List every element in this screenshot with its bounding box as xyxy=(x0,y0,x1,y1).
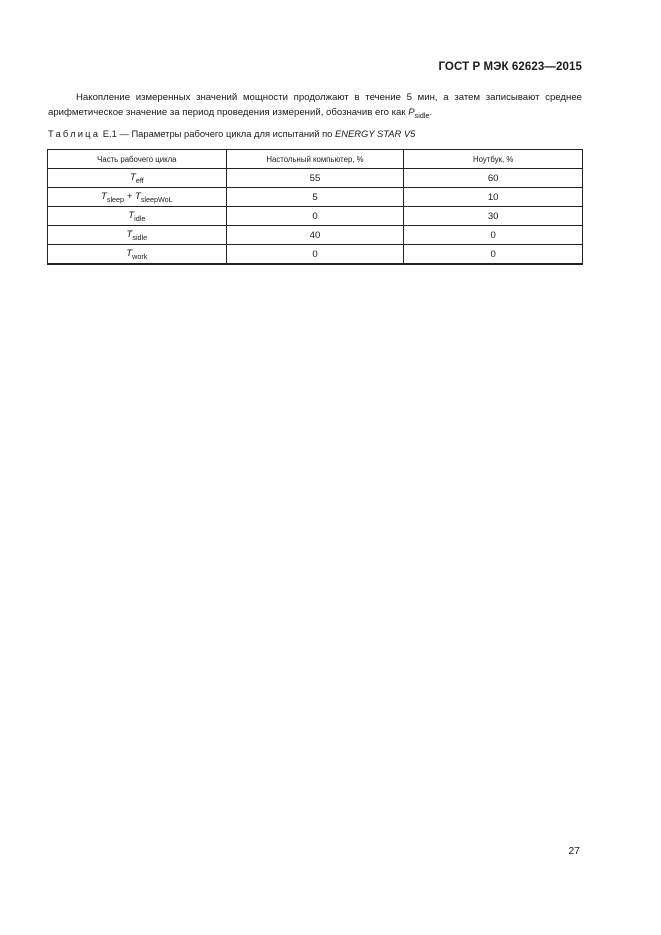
cycle-extra-subscript: sleepWoL xyxy=(140,194,173,204)
table-header-row xyxy=(48,150,583,169)
laptop-value-cell: 0 xyxy=(404,226,583,245)
laptop-value-cell: 60 xyxy=(404,169,583,188)
cycle-symbol-subscript: sidle xyxy=(132,232,148,242)
table-row xyxy=(48,169,583,188)
cycle-part-cell xyxy=(48,188,227,207)
cycle-symbol: T xyxy=(129,171,136,183)
page-number: 27 xyxy=(568,845,580,857)
table-row xyxy=(48,226,583,245)
cycle-part-cell xyxy=(48,226,227,245)
cycle-symbol-subscript: sleep xyxy=(106,194,125,204)
table-row xyxy=(48,245,583,265)
table-caption xyxy=(48,128,415,139)
laptop-value-cell: 10 xyxy=(404,188,583,207)
desktop-value-cell: 0 xyxy=(226,207,404,226)
cycle-symbol: T xyxy=(126,228,133,240)
cycle-symbol-subscript: work xyxy=(132,251,148,261)
header-laptop: Ноутбук, % xyxy=(404,150,583,169)
caption-number: Е.1 xyxy=(102,128,117,139)
cycle-symbol-subscript: eff xyxy=(135,175,144,185)
power-symbol-subscript: sidle xyxy=(414,111,430,120)
caption-label: Таблица xyxy=(48,128,101,139)
header-cycle-part: Часть рабочего цикла xyxy=(48,150,227,169)
body-paragraph xyxy=(48,90,582,123)
desktop-value-cell: 5 xyxy=(226,188,404,207)
table-row xyxy=(48,207,583,226)
cycle-symbol: T xyxy=(128,209,135,221)
table-row xyxy=(48,188,583,207)
paragraph-text: Накопление измеренных значений мощности продолжают в течение 5 мин, а затем записывают среднее арифметическое значение за период проведения измерений, обозначив его как xyxy=(48,92,582,118)
header-desktop: Настольный компьютер, % xyxy=(226,150,404,169)
cycle-part-cell xyxy=(48,245,227,265)
desktop-value-cell: 0 xyxy=(226,245,404,265)
cycle-part-cell xyxy=(48,169,227,188)
caption-text: — Параметры рабочего цикла для испытаний по xyxy=(116,128,335,139)
cycle-symbol: T xyxy=(100,190,107,202)
cycle-part-cell xyxy=(48,207,227,226)
cycle-symbol-subscript: idle xyxy=(134,213,146,223)
desktop-value-cell: 55 xyxy=(226,169,404,188)
laptop-value-cell: 30 xyxy=(404,207,583,226)
laptop-value-cell: 0 xyxy=(404,245,583,265)
power-symbol: P xyxy=(408,107,415,118)
paragraph-end: . xyxy=(429,107,433,118)
caption-program: ENERGY STAR V5 xyxy=(334,128,416,139)
cycle-symbol: T xyxy=(126,247,133,259)
cycle-extra-symbol: + T xyxy=(124,190,141,202)
duty-cycle-table xyxy=(47,149,583,265)
standard-designation: ГОСТ Р МЭК 62623—2015 xyxy=(438,61,582,73)
desktop-value-cell: 40 xyxy=(226,226,404,245)
